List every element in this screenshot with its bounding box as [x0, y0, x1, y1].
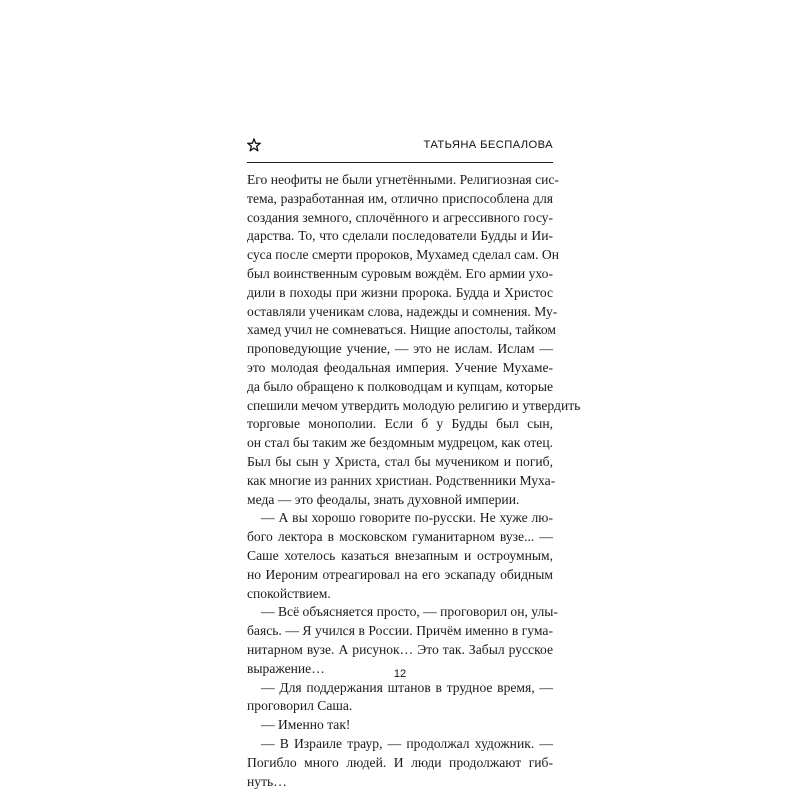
text-line: спокойствием. [247, 585, 331, 601]
text-line: — Для поддержания штанов в трудное время, — [261, 679, 553, 695]
running-header [247, 136, 553, 163]
text-line: Его неофиты не были угнетёнными. Религиозная сис- [247, 172, 559, 187]
author-name: ТАТЬЯНА БЕСПАЛОВА [423, 139, 553, 151]
text-line: проповедующие учение, — это не ислам. Ислам — [247, 341, 553, 357]
text-line: Саше хотелось казаться внезапным и остроумным, [247, 547, 553, 563]
text-line: — Всё объясняется просто, — проговорил он, улы- [261, 604, 558, 620]
text-line: создания земного, сплочённого и агрессивного госу- [247, 209, 553, 225]
text-line: проговорил Саша. [247, 698, 353, 714]
text-line: но Иероним отреагировал на его эскападу обидным [247, 566, 553, 582]
text-line: торговые монополии. Если б у Будды был сын, [247, 416, 553, 432]
text-line: да было обращено к полководцам и купцам, которые [247, 378, 553, 394]
text-line: суса после смерти пророков, Мухамед сделал сам. Он [247, 247, 560, 263]
text-line: — Именно так! [261, 717, 351, 733]
book-page [247, 136, 581, 789]
text-line: выражение… [247, 660, 325, 676]
text-line: оставляли ученикам слова, надежды и сомнения. Му- [247, 303, 558, 319]
text-line: меда — это феодалы, знать духовной империи. [247, 491, 520, 507]
text-line: нитарном вузе. А рисунок… Это так. Забыл русское [247, 641, 553, 657]
text-line: спешили мечом утвердить молодую религию и утвердить [247, 397, 581, 413]
text-line: как многие из ранних христиан. Родственники Муха- [247, 472, 556, 488]
text-line: Погибло много людей. И люди продолжают гиб- [247, 754, 553, 770]
text-line: нуть… [247, 773, 287, 789]
text-line: хамед учил не сомневаться. Нищие апостолы, тайком [247, 322, 556, 338]
text-line: — В Израиле траур, — продолжал художник. — [261, 735, 553, 751]
page-body-text [247, 171, 581, 791]
text-line: это молодая феодальная империя. Учение Мухаме- [247, 359, 553, 375]
text-line: он стал бы таким же бездомным мудрецом, как отец. [247, 435, 553, 451]
page-number: 12 [393, 668, 407, 680]
star-outline-icon [247, 138, 261, 152]
text-line: дили в походы при жизни пророка. Будда и Христос [247, 284, 553, 300]
text-line: Был бы сын у Христа, стал бы мучеником и погиб, [247, 453, 553, 469]
text-line: бого лектора в московском гуманитарном вузе... — [247, 529, 553, 545]
text-line: тема, разработанная им, отлично приспособлена для [247, 190, 553, 206]
text-line: был воинственным суровым вождём. Его армии ухо- [247, 265, 553, 281]
text-line: — А вы хорошо говорите по-русски. Не хуже лю- [261, 510, 553, 526]
text-line: дарства. То, что сделали последователи Будды и Ии- [247, 228, 553, 244]
text-line: баясь. — Я учился в России. Причём именно в гума- [247, 623, 553, 639]
